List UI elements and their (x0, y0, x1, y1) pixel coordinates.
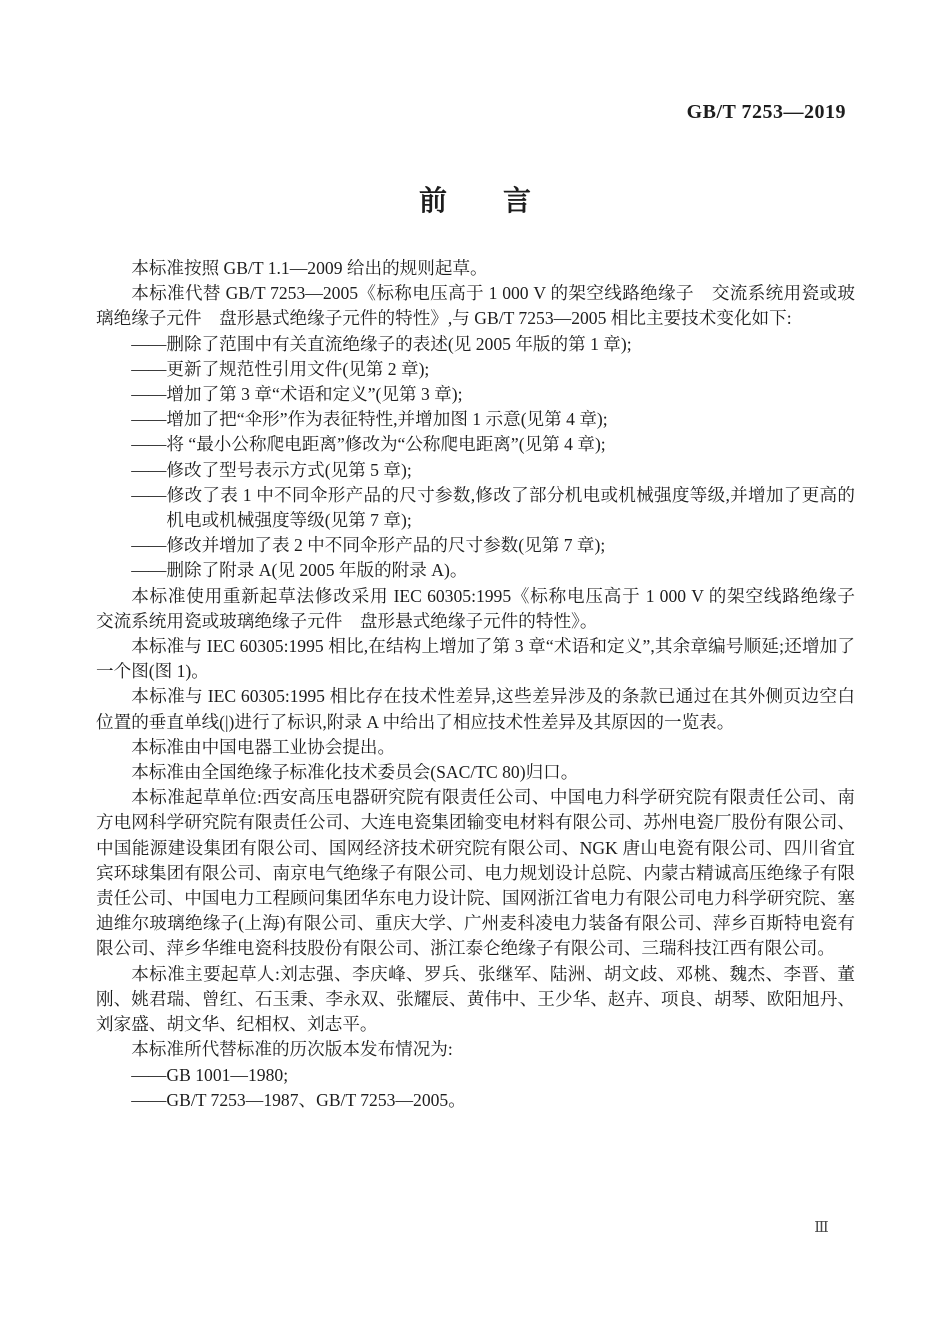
change-list-item: ——删除了范围中有关直流绝缘子的表述(见 2005 年版的第 1 章); (131, 333, 632, 354)
change-list-item: ——增加了把“伞形”作为表征特性,并增加图 1 示意(见第 4 章); (131, 409, 608, 430)
page-title: 前 言 (418, 186, 531, 217)
previous-edition-item: ——GB 1001—1980; (131, 1064, 289, 1085)
change-list-item: ——更新了规范性引用文件(见第 2 章); (131, 358, 430, 379)
change-list-item: ——修改了表 1 中不同伞形产品的尺寸参数,修改了部分机电或机械强度等级,并增加了更高的机电或机械强度等级(见第 7 章); (131, 484, 855, 531)
foreword-body (96, 256, 873, 1113)
paragraph: 本标准由全国绝缘子标准化技术委员会(SAC/TC 80)归口。 (131, 762, 579, 783)
paragraph: 本标准由中国电器工业协会提出。 (131, 736, 396, 757)
change-list-item: ——修改并增加了表 2 中不同伞形产品的尺寸参数(见第 7 章); (131, 535, 606, 556)
paragraph: 本标准按照 GB/T 1.1—2009 给出的规则起草。 (131, 258, 488, 278)
paragraph: 本标准与 IEC 60305:1995 相比,在结构上增加了第 3 章“术语和定义”,其余章编号顺延;还增加了一个图(图 1)。 (96, 636, 855, 682)
paragraph: 本标准使用重新起草法修改采用 IEC 60305:1995《标称电压高于 1 000 V 的架空线路绝缘子 交流系统用瓷或玻璃绝缘子元件 盘形悬式绝缘子元件的特性》。 (96, 585, 873, 631)
paragraph: 本标准所代替标准的历次版本发布情况为: (131, 1039, 453, 1060)
change-list-item: ——增加了第 3 章“术语和定义”(见第 3 章); (131, 384, 463, 405)
standard-number: GB/T 7253—2019 (686, 101, 846, 123)
page-number: Ⅲ (814, 1220, 830, 1236)
change-list-item: ——修改了型号表示方式(见第 5 章); (131, 459, 412, 480)
change-list-item: ——删除了附录 A(见 2005 年版的附录 A)。 (131, 560, 468, 581)
previous-edition-item: ——GB/T 7253—1987、GB/T 7253—2005。 (131, 1089, 466, 1110)
paragraph: 本标准起草单位:西安高压电器研究院有限责任公司、中国电力科学研究院有限责任公司、南方电网科学研究院有限责任公司、大连电瓷集团输变电材料有限公司、苏州电瓷厂股份有限公司、中国能源建设集团有限公司、国网经济技术研究院有限公司、NGK 唐山电瓷有限公司、四川省宜宾环球集团有限公司、南京电气绝缘子有限公司、电力规划设计总院、内蒙古精诚高压绝缘子有限责任公司、中国电力工程顾问集团华东电力设计院、国网浙江省电力有限公司电力科学研究院、塞迪维尔玻璃绝缘子(上海)有限公司、重庆大学、广州麦科凌电力装备有限公司、萍乡百斯特电瓷有限公司、萍乡华维电瓷科技股份有限公司、浙江泰仑绝缘子有限公司、三瑞科技江西有限公司。 (96, 787, 855, 959)
change-list-item: ——将 “最小公称爬电距离”修改为“公称爬电距离”(见第 4 章); (131, 434, 606, 455)
paragraph: 本标准与 IEC 60305:1995 相比存在技术性差异,这些差异涉及的条款已通过在其外侧页边空白位置的垂直单线(|)进行了标识,附录 A 中给出了相应技术性差异及其原因的一览表。 (96, 686, 855, 732)
paragraph: 本标准代替 GB/T 7253—2005《标称电压高于 1 000 V 的架空线路绝缘子 交流系统用瓷或玻璃绝缘子元件 盘形悬式绝缘子元件的特性》,与 GB/T 7253—2005 相比主要技术变化如下: (96, 283, 855, 329)
paragraph: 本标准主要起草人:刘志强、李庆峰、罗兵、张继军、陆洲、胡文歧、邓桃、魏杰、李晋、董刚、姚君瑞、曾红、石玉秉、李永双、张耀辰、黄伟中、王少华、赵卉、项良、胡琴、欧阳旭丹、刘家盛、胡文华、纪相权、刘志平。 (96, 963, 855, 1035)
